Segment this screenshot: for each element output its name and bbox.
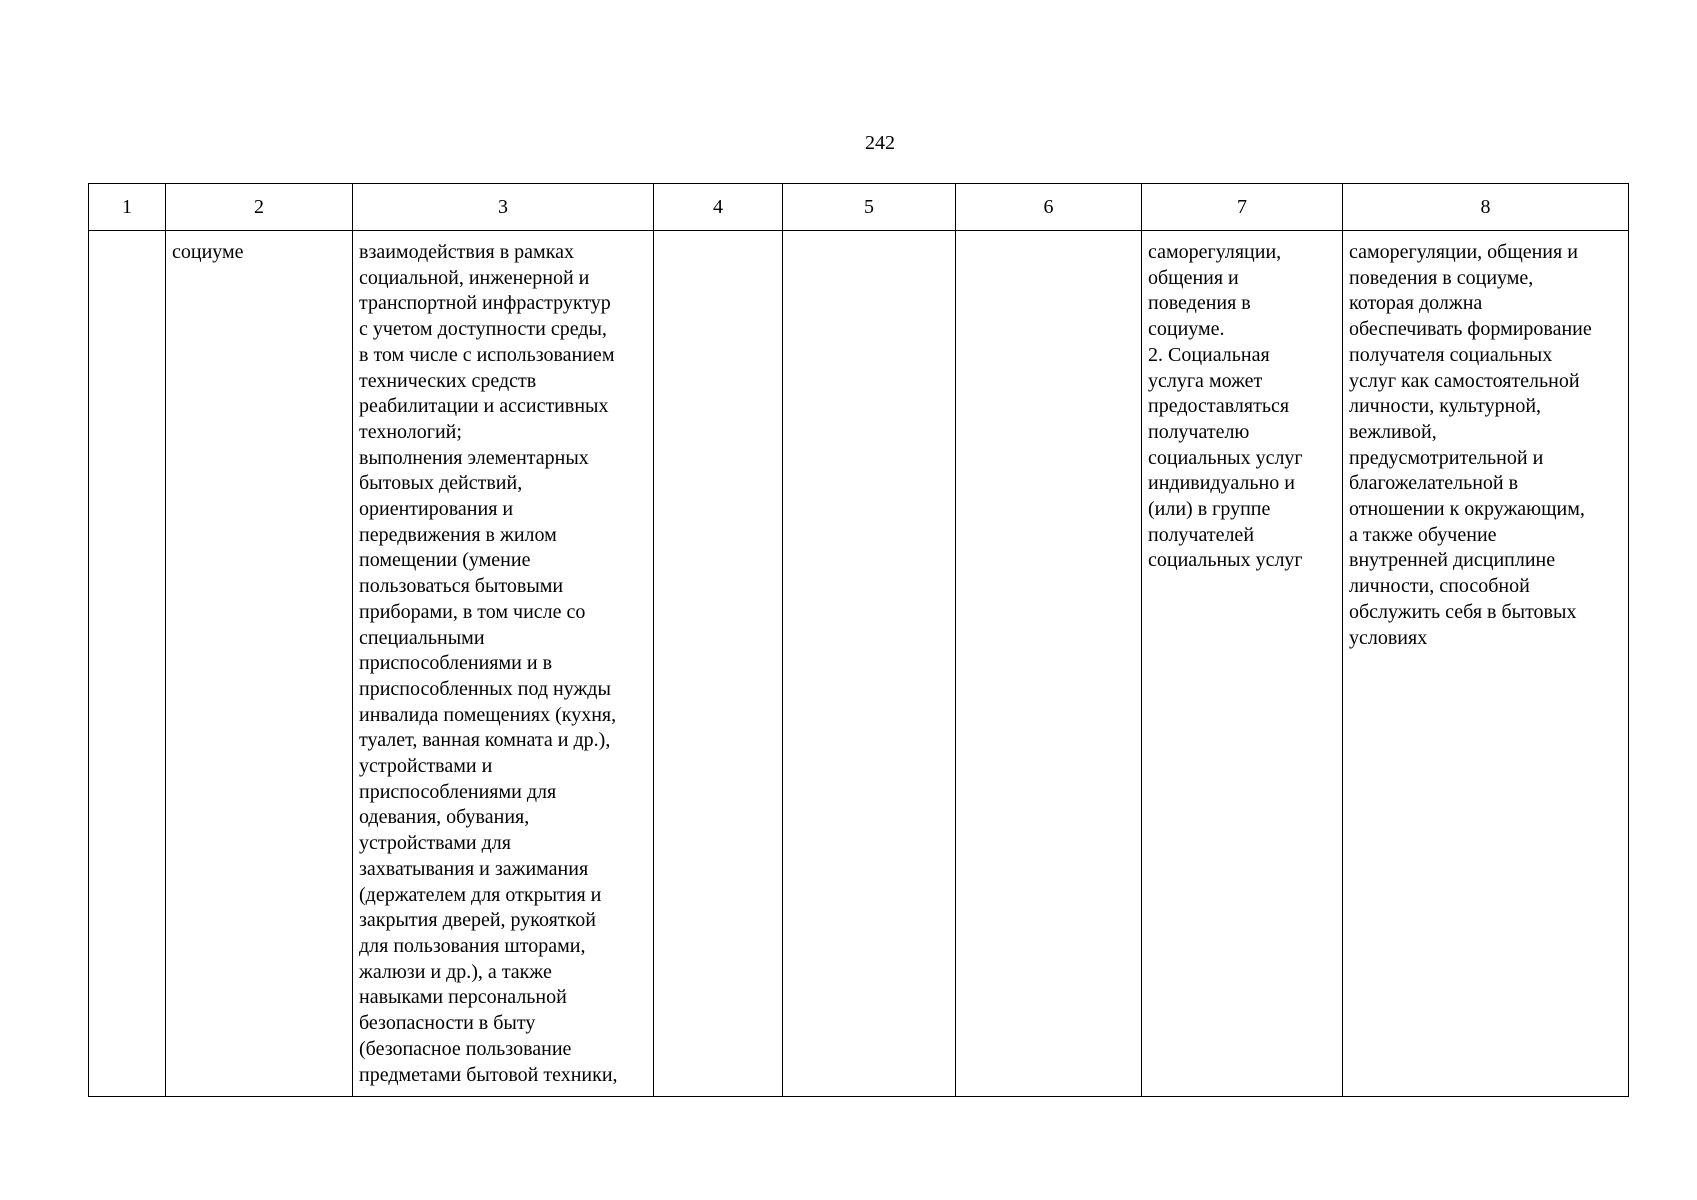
column-header: 6 (956, 184, 1142, 231)
table-cell (654, 231, 783, 1097)
column-header: 7 (1142, 184, 1343, 231)
table-cell: социуме (166, 231, 353, 1097)
table-cell: саморегуляции, общения и поведения в социуме. 2. Социальная услуга может предоставляться получателю социальных услуг индивидуально и (или) в группе получателей социальных услуг (1142, 231, 1343, 1097)
table-row (89, 231, 1629, 1097)
column-header: 4 (654, 184, 783, 231)
table-header-row (89, 184, 1629, 231)
table-cell (956, 231, 1142, 1097)
table-cell (783, 231, 956, 1097)
table-cell: взаимодействия в рамках социальной, инженерной и транспортной инфраструктур с учетом доступности среды, в том числе с использованием технических средств реабилитации и ассистивных технологий; выполнения элементарных бытовых действий, ориентирования и передвижения в жилом помещении (умение пользоваться бытовыми приборами, в том числе со специальными приспособлениями и в приспособленных под нужды инвалида помещениях (кухня, туалет, ванная комната и др.), устройствами и приспособлениями для одевания, обувания, устройствами для захватывания и зажимания (держателем для открытия и закрытия дверей, рукояткой для пользования шторами, жалюзи и др.), а также навыками персональной безопасности в быту (безопасное пользование предметами бытовой техники, (353, 231, 654, 1097)
column-header: 1 (89, 184, 166, 231)
table-cell (89, 231, 166, 1097)
table-cell: саморегуляции, общения и поведения в социуме, которая должна обеспечивать формирование получателя социальных услуг как самостоятельной личности, культурной, вежливой, предусмотрительной и благожелательной в отношении к окружающим, а также обучение внутренней дисциплине личности, способной обслужить себя в бытовых условиях (1343, 231, 1629, 1097)
column-header: 3 (353, 184, 654, 231)
services-table (88, 183, 1629, 1097)
column-header: 8 (1343, 184, 1629, 231)
column-header: 5 (783, 184, 956, 231)
page-number: 242 (865, 132, 895, 154)
column-header: 2 (166, 184, 353, 231)
